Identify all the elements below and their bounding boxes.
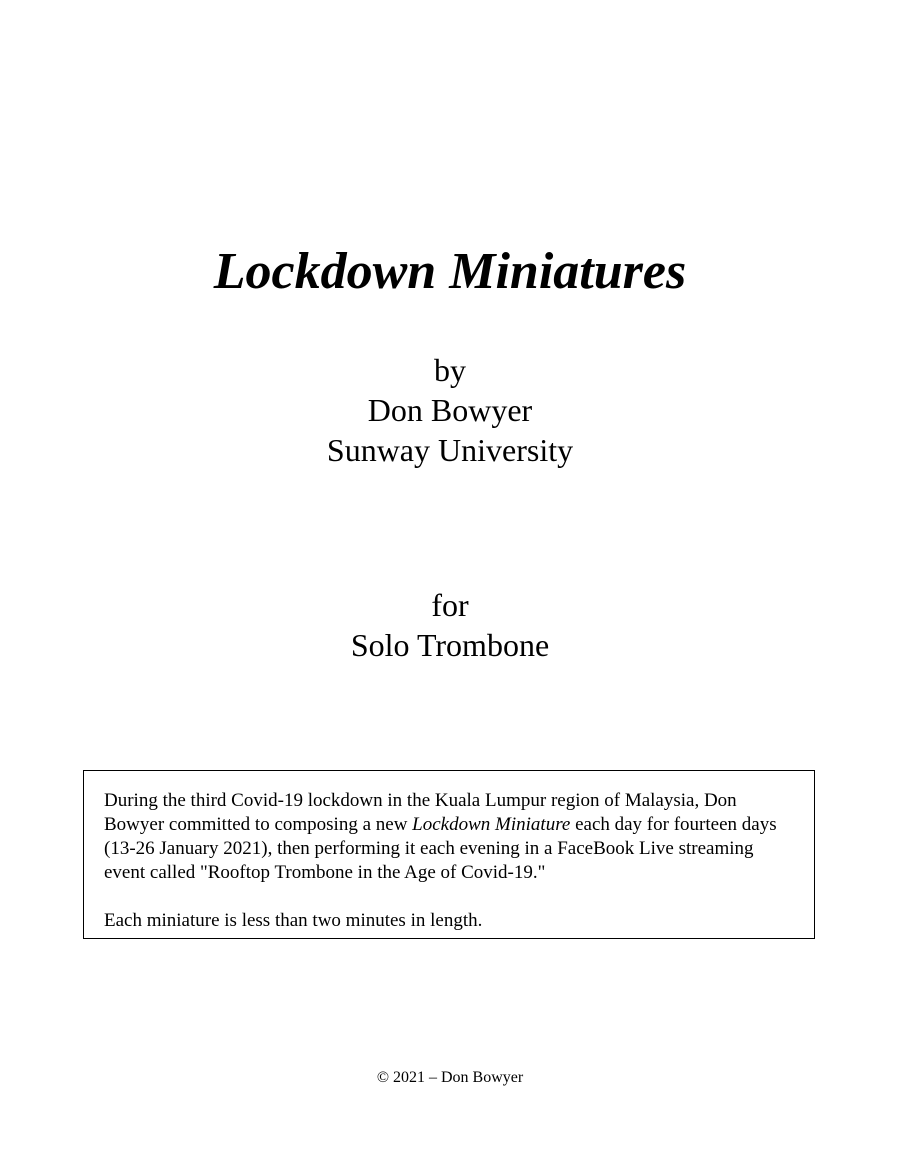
notes-text-end: each day for fourteen days (13-26 January 2021), then performing it each evening in a FaceBook Live streaming event called "Rooftop Trombone in the Age of Covid-19." <box>104 814 777 883</box>
composer-affiliation: Sunway University <box>326 432 574 468</box>
byline-by: by <box>434 352 466 388</box>
composer-name: Don Bowyer <box>367 392 533 428</box>
page-title: Lockdown Miniatures <box>213 243 687 300</box>
program-notes-paragraph-1 <box>104 789 794 885</box>
program-notes-box <box>83 770 815 939</box>
notes-italic-title: Lockdown Miniature <box>412 814 571 835</box>
program-notes-paragraph-2: Each miniature is less than two minutes in length. <box>104 910 483 931</box>
instrument-name: Solo Trombone <box>350 627 550 663</box>
instrumentation-for: for <box>431 587 469 623</box>
copyright-notice: © 2021 – Don Bowyer <box>376 1069 524 1086</box>
notes-text-start: During the third Covid-19 lockdown in the Kuala Lumpur region of Malaysia, Don Bowyer committed to composing a new <box>104 790 737 835</box>
